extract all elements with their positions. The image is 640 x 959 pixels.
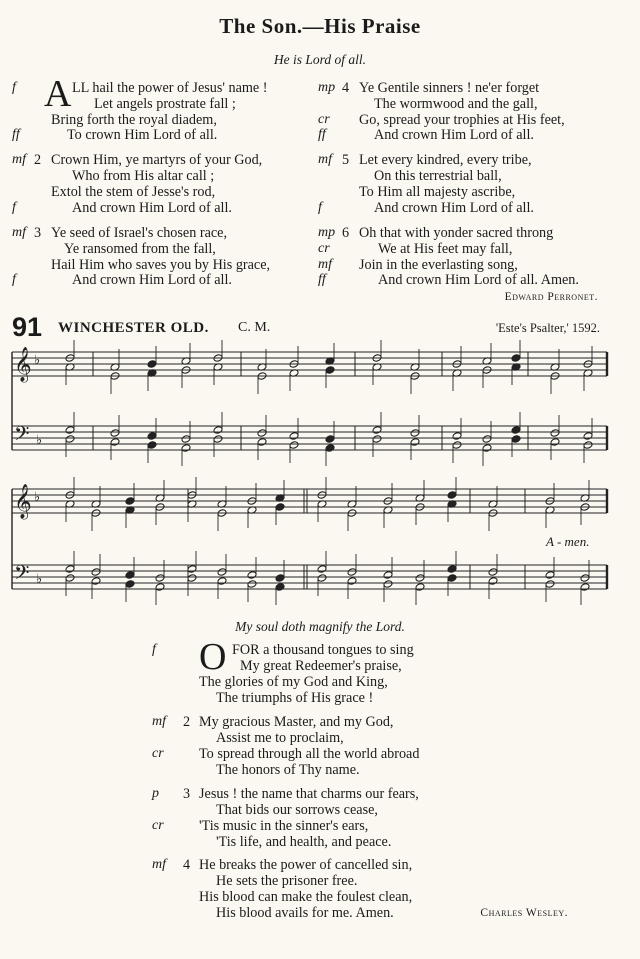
note-head bbox=[550, 429, 560, 438]
verse-line: And crown Him Lord of all. bbox=[374, 127, 534, 143]
note-head bbox=[488, 568, 498, 577]
tune-meter: C. M. bbox=[238, 320, 271, 335]
note-head bbox=[317, 574, 327, 583]
note-head bbox=[289, 432, 299, 441]
dynamic-mark: cr bbox=[152, 746, 164, 761]
dynamic-mark: f bbox=[12, 200, 16, 215]
verse-line: Let angels prostrate fall ; bbox=[94, 96, 236, 112]
dynamic-mark: mf bbox=[318, 152, 332, 167]
note-head bbox=[511, 354, 521, 363]
verse-line: The honors of Thy name. bbox=[216, 762, 360, 778]
verse-line: LL hail the power of Jesus' name ! bbox=[72, 80, 268, 96]
note-head bbox=[452, 432, 462, 441]
bass-clef-icon: 𝄢 bbox=[14, 424, 30, 450]
verse-line: My great Redeemer's praise, bbox=[240, 658, 402, 674]
verse-line: On this terrestrial ball, bbox=[374, 168, 502, 184]
verse-line: 'Tis music in the sinner's ears, bbox=[199, 818, 369, 834]
verse-line: And crown Him Lord of all. bbox=[72, 200, 232, 216]
note-head bbox=[91, 577, 101, 586]
note-head bbox=[217, 568, 227, 577]
drop-cap: O bbox=[199, 636, 227, 678]
dynamic-mark: cr bbox=[318, 241, 330, 256]
verse-line: Extol the stem of Jesse's rod, bbox=[51, 184, 216, 200]
verse-line: Ye ransomed from the fall, bbox=[64, 241, 216, 257]
note-head bbox=[213, 435, 223, 444]
verse-line: Let every kindred, every tribe, bbox=[359, 152, 532, 168]
note-head bbox=[187, 574, 197, 583]
verse-line: The wormwood and the gall, bbox=[374, 96, 538, 112]
dynamic-mark: mf bbox=[12, 152, 26, 167]
verse-line: Hail Him who saves you by His grace, bbox=[51, 257, 271, 273]
note-head bbox=[410, 429, 420, 438]
dynamic-mark: mp bbox=[318, 225, 336, 240]
verse-line: And crown Him Lord of all. Amen. bbox=[378, 272, 579, 288]
note-head bbox=[147, 360, 157, 369]
note-head bbox=[325, 435, 335, 444]
note-head bbox=[383, 580, 393, 589]
note-head bbox=[383, 571, 393, 580]
note-head bbox=[247, 580, 257, 589]
stanza-number: 6 bbox=[342, 225, 350, 241]
dynamic-mark: f bbox=[12, 272, 16, 287]
note-head bbox=[147, 432, 157, 441]
hymn2-author: Charles Wesley. bbox=[480, 907, 568, 919]
dynamic-mark: f bbox=[152, 642, 156, 657]
dynamic-mark: mf bbox=[318, 257, 332, 272]
note-head bbox=[482, 444, 492, 453]
hymn2-subtitle: My soul doth magnify the Lord. bbox=[235, 619, 405, 634]
dynamic-mark: ff bbox=[12, 127, 20, 142]
verse-line: Join in the everlasting song, bbox=[359, 257, 518, 273]
note-head bbox=[415, 583, 425, 592]
note-head bbox=[511, 435, 521, 444]
verse-line: And crown Him Lord of all. bbox=[72, 272, 232, 288]
note-head bbox=[372, 435, 382, 444]
verse-line: His blood avails for me. Amen. bbox=[216, 905, 394, 921]
flat-icon: ♭ bbox=[36, 571, 43, 586]
verse-line: To spread through all the world abroad bbox=[199, 746, 420, 762]
note-head bbox=[181, 435, 191, 444]
dynamic-mark: cr bbox=[152, 818, 164, 833]
music-system-1 bbox=[0, 338, 640, 468]
tune-name: WINCHESTER OLD. bbox=[58, 320, 209, 336]
bass-clef-icon: 𝄢 bbox=[14, 563, 30, 589]
note-head bbox=[488, 577, 498, 586]
verse-line: That bids our sorrows cease, bbox=[216, 802, 378, 818]
dynamic-mark: mf bbox=[12, 225, 26, 240]
note-head bbox=[247, 571, 257, 580]
stanza-number: 2 bbox=[34, 152, 42, 168]
note-head bbox=[147, 441, 157, 450]
note-head bbox=[447, 574, 457, 583]
page-title: The Son.—His Praise bbox=[219, 14, 421, 38]
note-head bbox=[545, 571, 555, 580]
note-head bbox=[187, 565, 197, 574]
dynamic-mark: f bbox=[12, 80, 16, 95]
amen-lyric: A - men. bbox=[546, 534, 590, 549]
dynamic-mark: mf bbox=[152, 857, 166, 872]
verse-line: Go, spread your trophies at His feet, bbox=[359, 112, 565, 128]
verse-line: My gracious Master, and my God, bbox=[199, 714, 394, 730]
note-head bbox=[257, 429, 267, 438]
flat-icon: ♭ bbox=[34, 352, 41, 367]
verse-line: Jesus ! the name that charms our fears, bbox=[199, 786, 419, 802]
dynamic-mark: ff bbox=[318, 272, 326, 287]
flat-icon: ♭ bbox=[36, 432, 43, 447]
verse-line: Who from His altar call ; bbox=[72, 168, 215, 184]
stanza-number: 4 bbox=[342, 80, 350, 96]
hymn-number: 91 bbox=[12, 312, 43, 342]
dynamic-mark: f bbox=[318, 200, 322, 215]
note-head bbox=[545, 580, 555, 589]
stanza-number: 2 bbox=[183, 714, 191, 730]
note-head bbox=[410, 438, 420, 447]
note-head bbox=[482, 435, 492, 444]
note-head bbox=[580, 574, 590, 583]
note-head bbox=[125, 571, 135, 580]
note-head bbox=[550, 438, 560, 447]
verse-line: FOR a thousand tongues to sing bbox=[232, 642, 414, 658]
note-head bbox=[65, 574, 75, 583]
verse-line: Crown Him, ye martyrs of your God, bbox=[51, 152, 263, 168]
dynamic-mark: cr bbox=[318, 112, 330, 127]
note-head bbox=[325, 444, 335, 453]
note-head bbox=[583, 432, 593, 441]
note-head bbox=[275, 583, 285, 592]
verse-line: Assist me to proclaim, bbox=[216, 730, 344, 746]
verse-line: Ye seed of Israel's chosen race, bbox=[51, 225, 228, 241]
note-head bbox=[317, 565, 327, 574]
note-head bbox=[257, 438, 267, 447]
treble-clef-icon: 𝄞 bbox=[14, 348, 32, 381]
verse-line: Ye Gentile sinners ! ne'er forget bbox=[359, 80, 540, 96]
note-head bbox=[347, 568, 357, 577]
note-head bbox=[65, 565, 75, 574]
verse-line: Oh that with yonder sacred throng bbox=[359, 225, 554, 241]
note-head bbox=[65, 426, 75, 435]
note-head bbox=[213, 426, 223, 435]
verse-line: The triumphs of His grace ! bbox=[216, 690, 374, 706]
note-head bbox=[110, 438, 120, 447]
note-head bbox=[289, 441, 299, 450]
note-head bbox=[580, 583, 590, 592]
verse-line: His blood can make the foulest clean, bbox=[199, 889, 413, 905]
stanza-number: 3 bbox=[34, 225, 42, 241]
note-head bbox=[110, 429, 120, 438]
note-head bbox=[91, 568, 101, 577]
verse-line: He sets the prisoner free. bbox=[216, 873, 358, 889]
dynamic-mark: p bbox=[152, 786, 159, 801]
verse-line: To Him all majesty ascribe, bbox=[359, 184, 516, 200]
note-head bbox=[125, 497, 135, 506]
verse-line: Bring forth the royal diadem, bbox=[51, 112, 217, 128]
note-head bbox=[447, 565, 457, 574]
note-head bbox=[447, 491, 457, 500]
note-head bbox=[347, 577, 357, 586]
verse-line: We at His feet may fall, bbox=[378, 241, 513, 257]
flat-icon: ♭ bbox=[34, 489, 41, 504]
music-system-2 bbox=[0, 475, 640, 615]
note-head bbox=[65, 435, 75, 444]
verse-line: The glories of my God and King, bbox=[199, 674, 388, 690]
note-head bbox=[125, 580, 135, 589]
note-head bbox=[511, 426, 521, 435]
verse-line: He breaks the power of cancelled sin, bbox=[199, 857, 413, 873]
note-head bbox=[415, 574, 425, 583]
drop-cap: A bbox=[44, 73, 72, 115]
note-head bbox=[155, 583, 165, 592]
stanza-number: 3 bbox=[183, 786, 191, 802]
treble-clef-icon: 𝄞 bbox=[14, 485, 32, 518]
verse-line: 'Tis life, and health, and peace. bbox=[216, 834, 392, 850]
note-head bbox=[452, 441, 462, 450]
hymn1-subtitle: He is Lord of all. bbox=[273, 52, 367, 67]
note-head bbox=[181, 444, 191, 453]
stanza-number: 4 bbox=[183, 857, 191, 873]
note-head bbox=[155, 574, 165, 583]
stanza-number: 5 bbox=[342, 152, 350, 168]
dynamic-mark: ff bbox=[318, 127, 326, 142]
verse-line: To crown Him Lord of all. bbox=[67, 127, 218, 143]
hymn1-author: Edward Perronet. bbox=[504, 291, 598, 303]
note-head bbox=[583, 441, 593, 450]
dynamic-mark: mp bbox=[318, 80, 336, 95]
note-head bbox=[372, 426, 382, 435]
note-head bbox=[275, 503, 285, 512]
note-head bbox=[325, 366, 335, 375]
note-head bbox=[217, 577, 227, 586]
note-head bbox=[275, 574, 285, 583]
dynamic-mark: mf bbox=[152, 714, 166, 729]
verse-line: And crown Him Lord of all. bbox=[374, 200, 534, 216]
tune-source: 'Este's Psalter,' 1592. bbox=[495, 321, 600, 335]
